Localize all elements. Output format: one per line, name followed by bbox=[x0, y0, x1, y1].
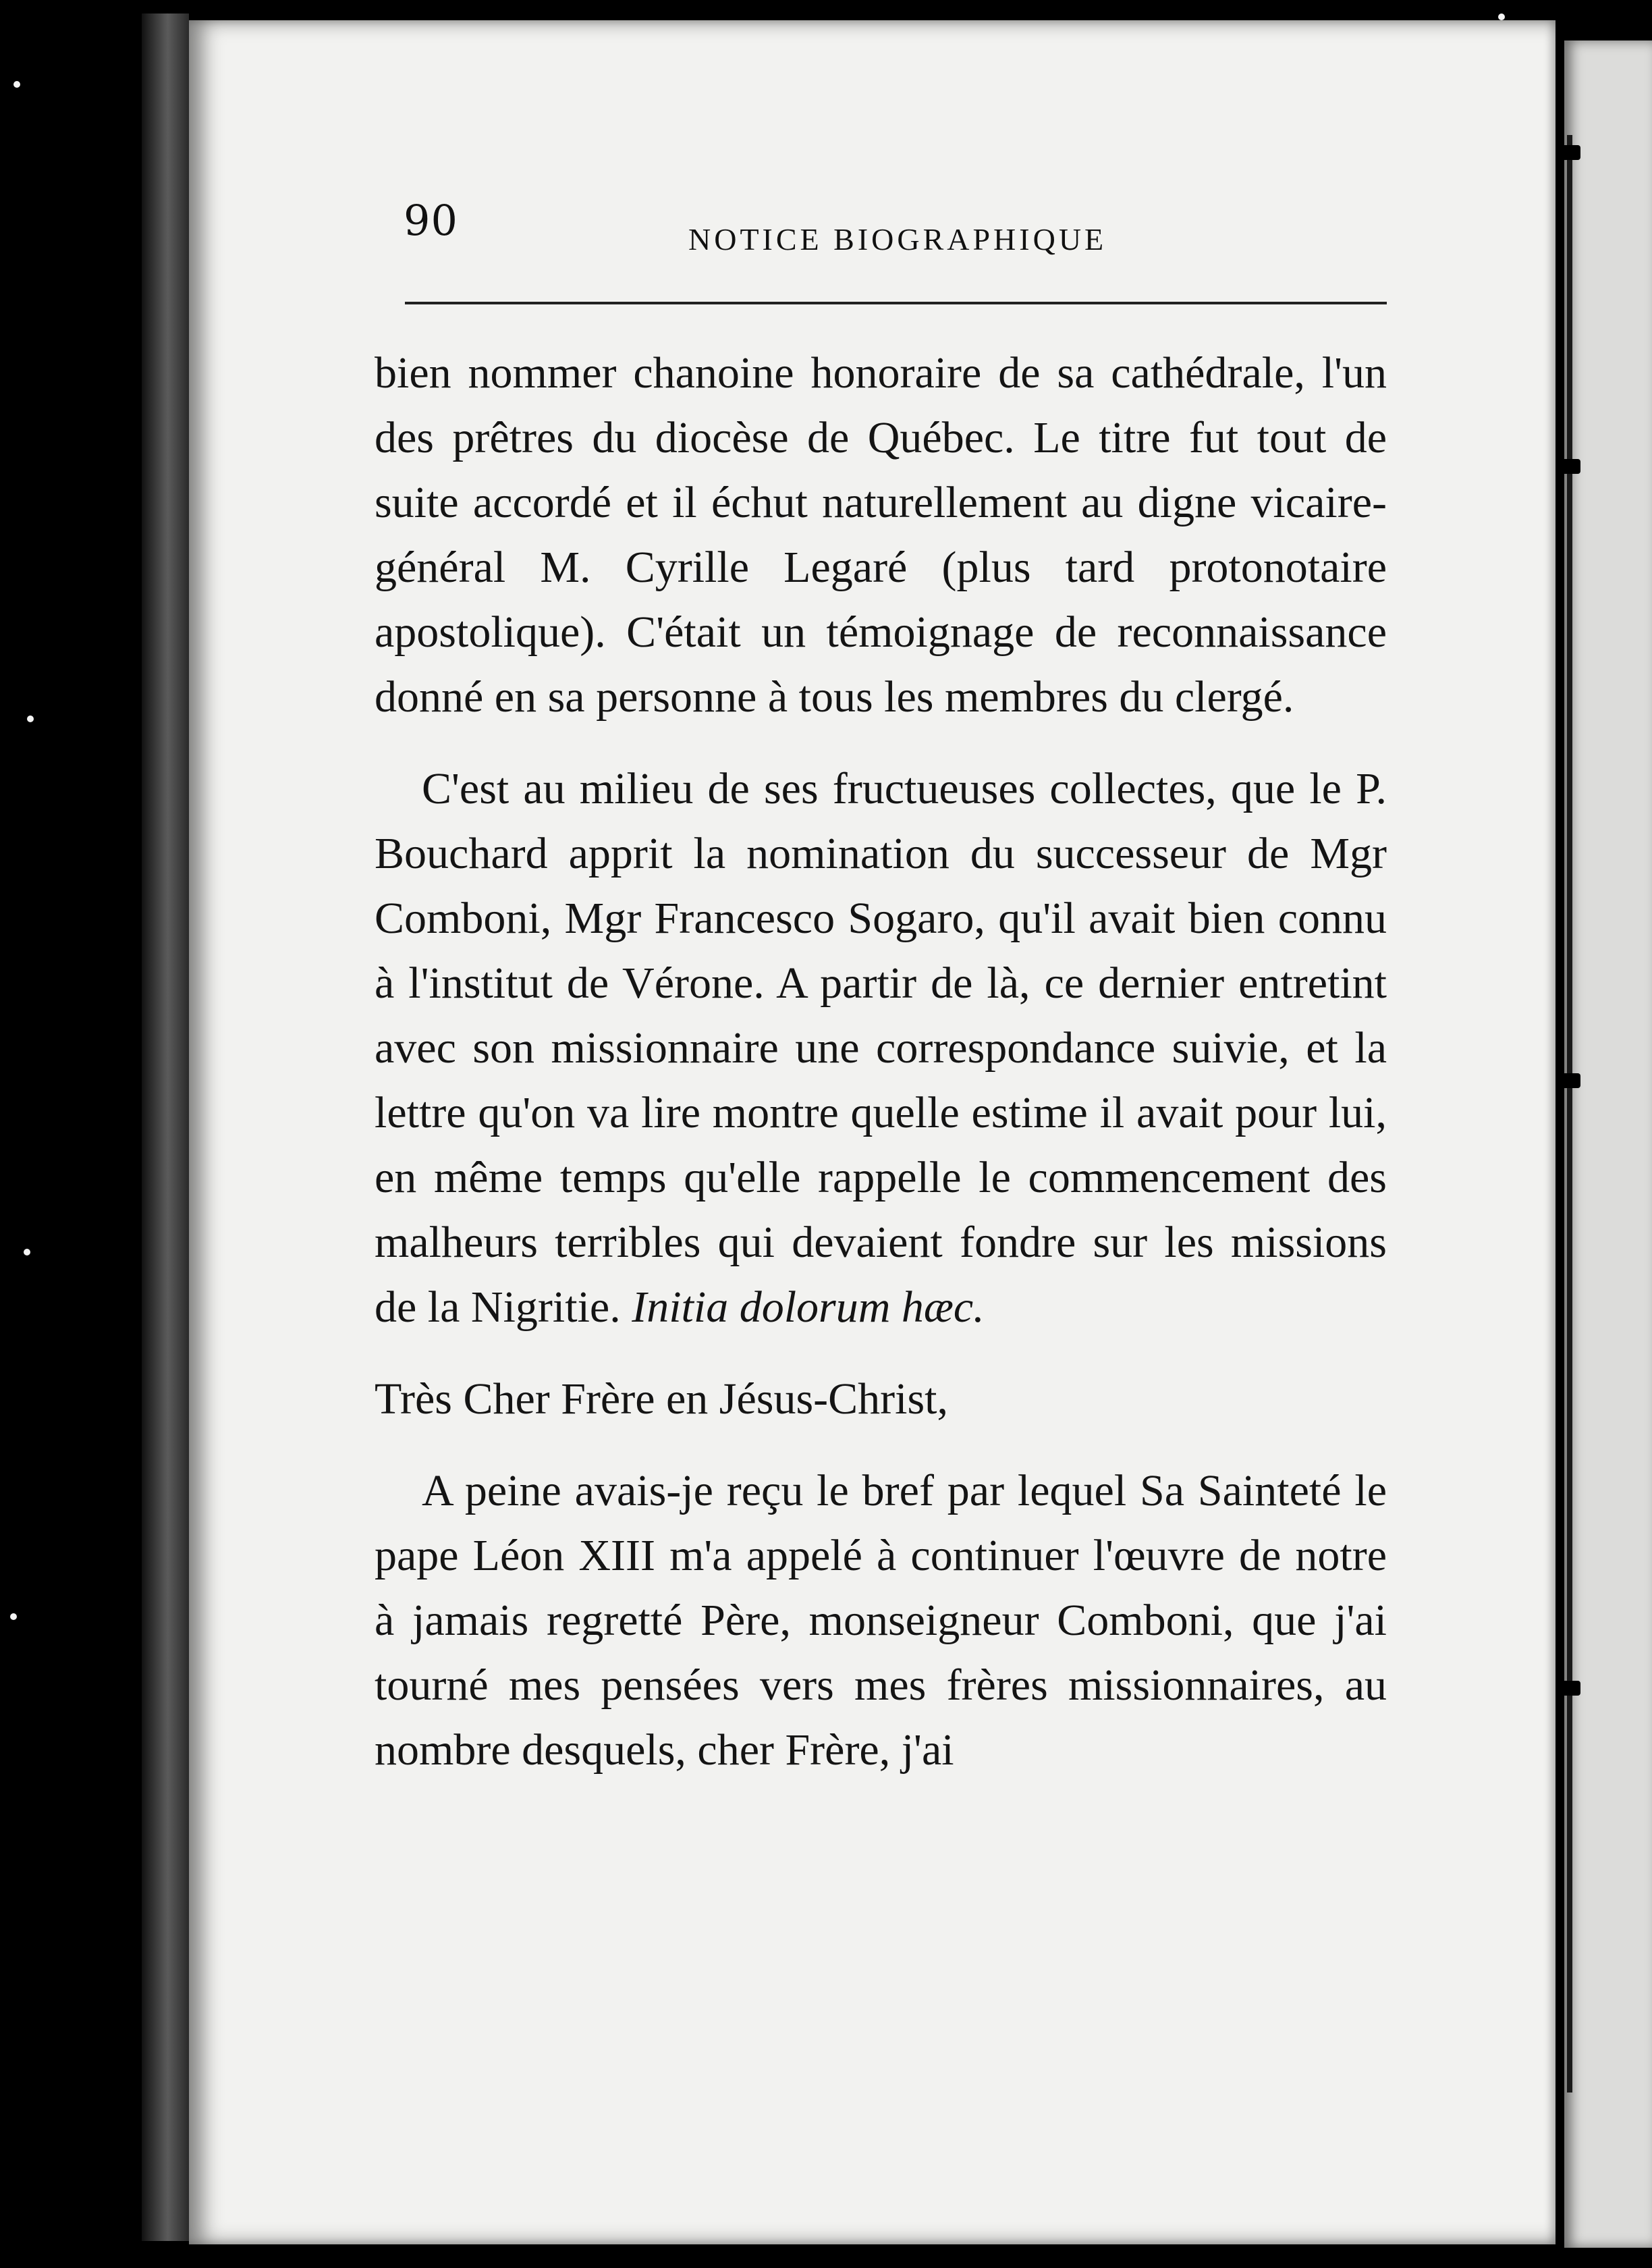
scan-speck bbox=[27, 716, 34, 722]
paragraph-3: A peine avais-je reçu le bref par lequel Sa Sainteté le pape Léon XIII m'a appelé à continuer l'œuvre de notre à jamais regretté Père, monseigneur Comboni, que j'ai tourné mes pensées vers mes frères missionnaires, au nombre desquels, cher Frère, j'ai bbox=[375, 1466, 1387, 1775]
binding-stitch bbox=[1560, 459, 1580, 474]
running-head-title: NOTICE BIOGRAPHIQUE bbox=[688, 222, 1107, 256]
letter-salutation: Très Cher Frère en Jésus-Christ, bbox=[375, 1374, 948, 1424]
paragraph-2 bbox=[375, 757, 1387, 1340]
binding-stitch bbox=[1560, 145, 1580, 160]
paragraph-1: bien nommer chanoine honoraire de sa cathédrale, l'un des prêtres du diocèse de Québec. Le titre fut tout de suite accordé et il échut naturellement au digne vicaire-général M. Cyrille Legaré (plus tard protonotaire apostolique). C'était un témoignage de reconnaissance donné en sa personne à tous les membres du clergé. bbox=[375, 348, 1387, 722]
facing-page-edge bbox=[1564, 40, 1652, 2248]
scan-speck bbox=[13, 81, 20, 88]
header-rule bbox=[405, 302, 1387, 304]
latin-phrase: Initia dolorum hæc. bbox=[632, 1282, 985, 1332]
paragraph-2-text: C'est au milieu de ses fructueuses collectes, que le P. Bouchard apprit la nomination du successeur de Mgr Comboni, Mgr Francesco Sogaro, qu'il avait bien connu à l'institut de Vérone. A partir de là, ce dernier entretint avec son missionnaire une correspondance suivie, et la lettre qu'on va lire montre quelle estime il avait pour lui, en même temps qu'elle rappelle le commencement des malheurs terribles qui devaient fondre sur les missions de la Nigritie. bbox=[375, 764, 1387, 1332]
book-spine bbox=[142, 14, 189, 2241]
page-number: 90 bbox=[404, 196, 458, 245]
binding-stitch bbox=[1560, 1681, 1580, 1696]
binding-thread bbox=[1567, 135, 1572, 2092]
scan-speck bbox=[10, 1613, 17, 1620]
scan-speck bbox=[24, 1249, 30, 1256]
binding-stitch bbox=[1560, 1073, 1580, 1088]
scan-speck bbox=[1498, 14, 1505, 20]
body-text bbox=[375, 341, 1387, 1783]
